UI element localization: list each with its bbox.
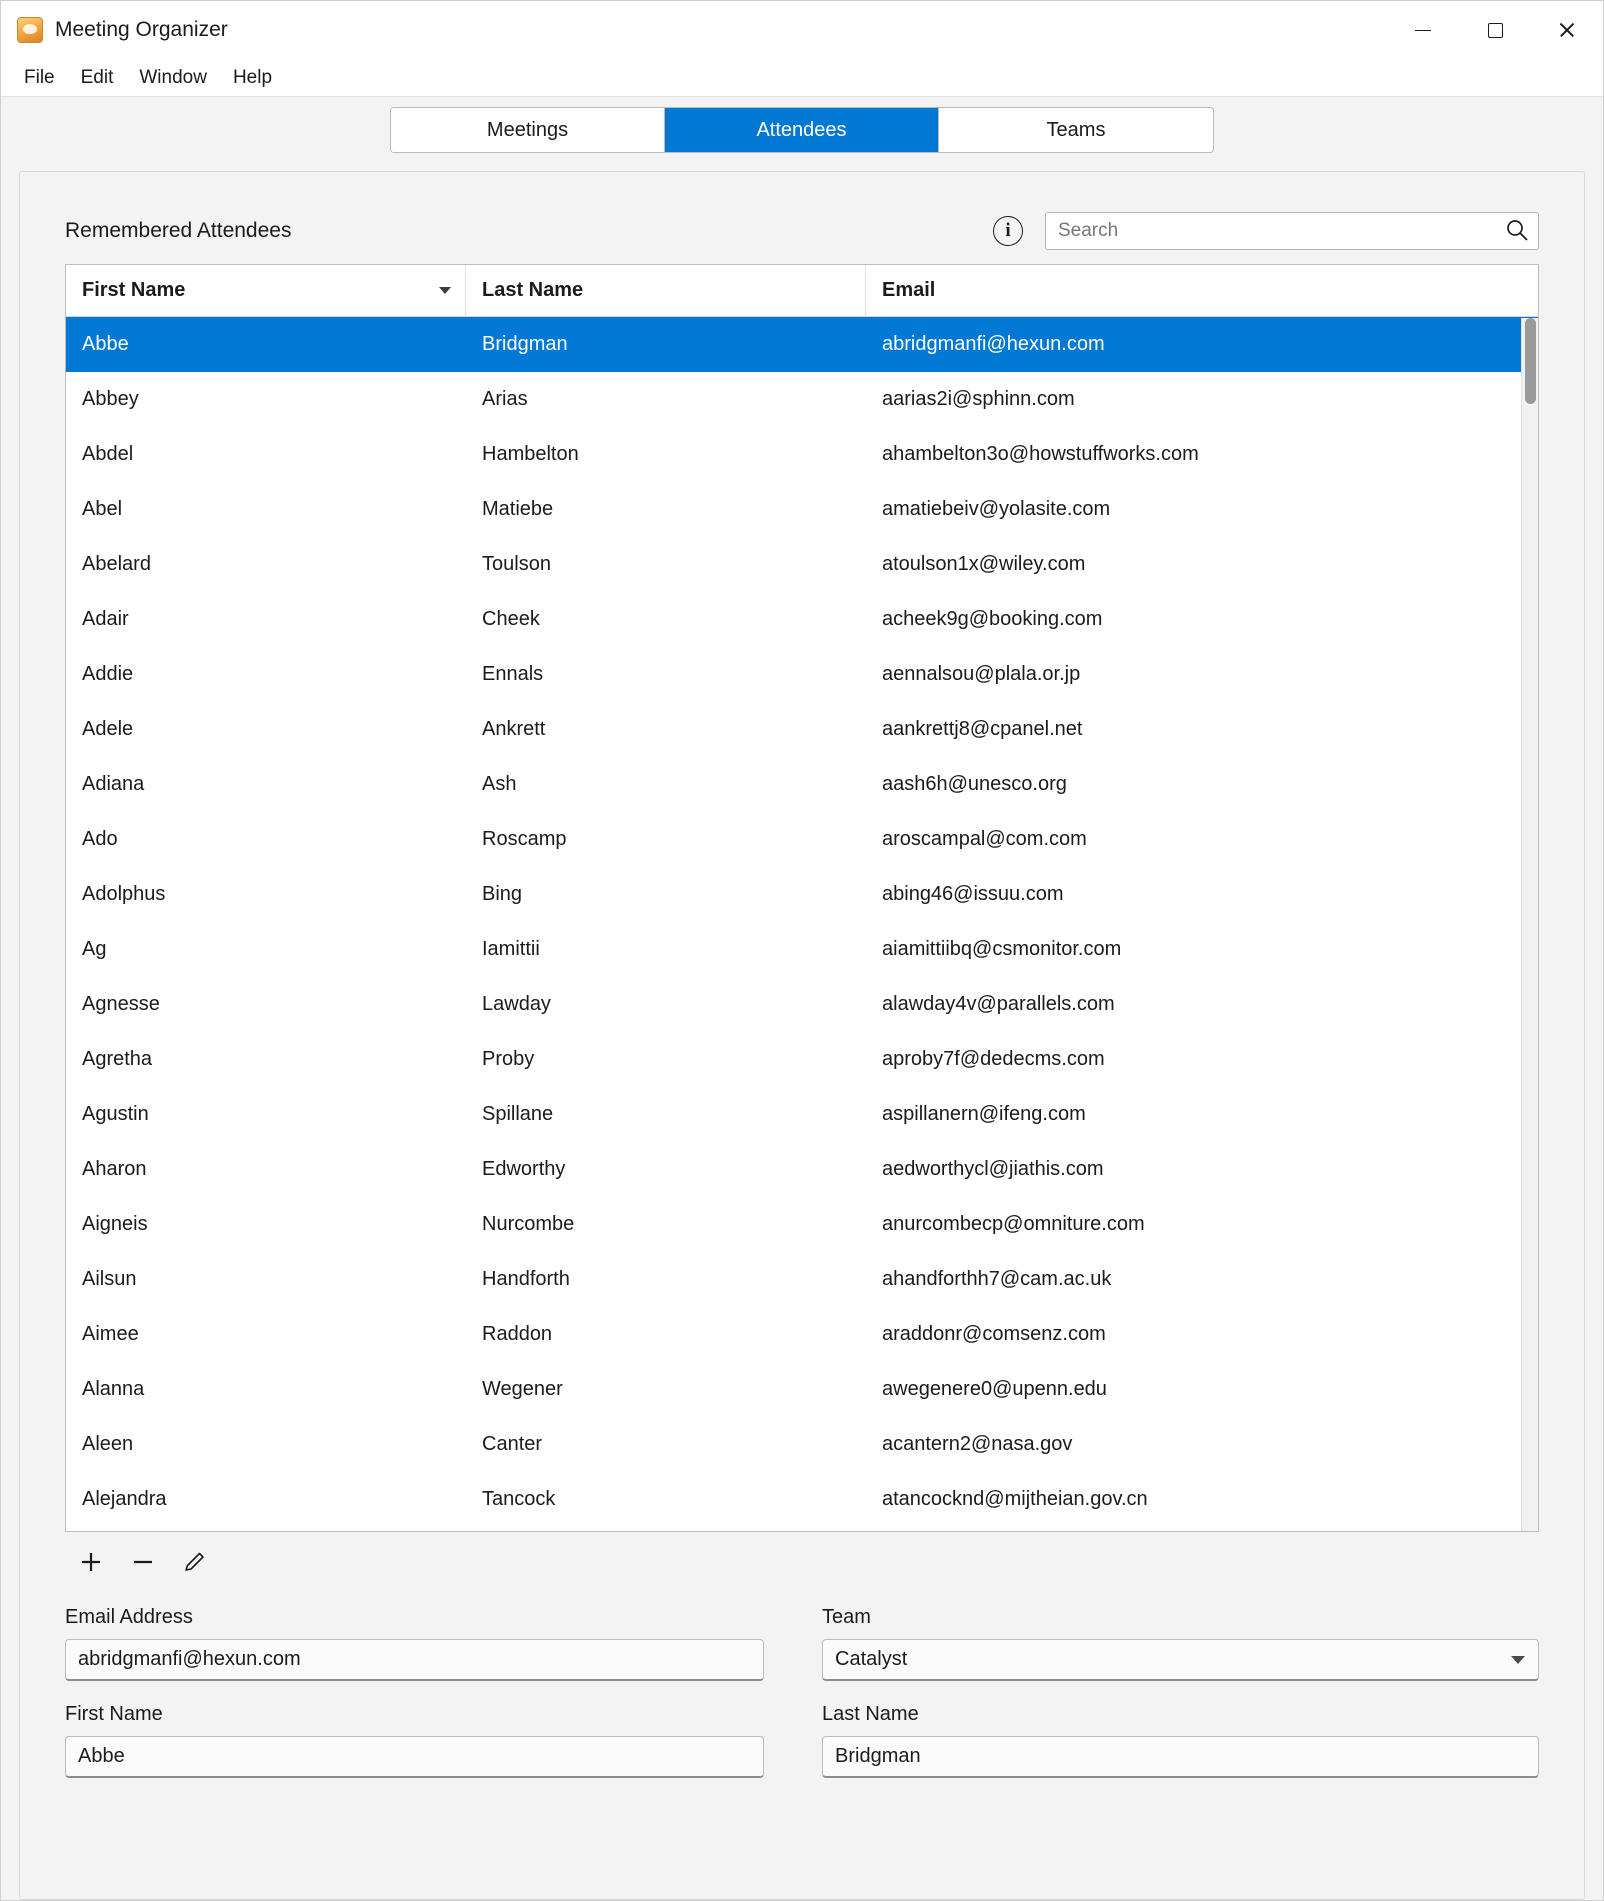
cell-last-name: Matiebe: [482, 498, 554, 520]
cell-first-name: Abbe: [82, 333, 129, 355]
table-row[interactable]: [66, 1087, 1538, 1142]
first-name-field[interactable]: [65, 1736, 764, 1778]
cell-first-name: Abel: [82, 498, 123, 520]
cell-first-name: Aharon: [82, 1158, 147, 1180]
tab-teams[interactable]: Teams: [939, 108, 1213, 152]
menu-bar: [1, 59, 1603, 97]
remove-attendee-button[interactable]: [121, 1542, 165, 1582]
cell-email: ahandforthh7@cam.ac.uk: [882, 1268, 1112, 1290]
last-name-label: Last Name: [822, 1703, 919, 1725]
attendee-detail-form: [65, 1588, 1539, 1828]
table-row[interactable]: [66, 1142, 1538, 1197]
table-row[interactable]: [66, 372, 1538, 427]
cell-email: alawday4v@parallels.com: [882, 993, 1115, 1015]
cell-first-name: Aleen: [82, 1433, 134, 1455]
tab-bar: [1, 97, 1603, 163]
maximize-button[interactable]: [1459, 1, 1531, 59]
table-row[interactable]: [66, 1417, 1538, 1472]
table-row[interactable]: [66, 702, 1538, 757]
pencil-icon: [182, 1549, 208, 1575]
cell-email: amatiebeiv@yolasite.com: [882, 498, 1111, 520]
page-title: Remembered Attendees: [65, 219, 292, 242]
panel-header: [65, 172, 1539, 264]
cell-last-name: Toulson: [482, 553, 551, 575]
field-last-name: [802, 1703, 1539, 1778]
cell-last-name: Lawday: [482, 993, 551, 1015]
table-row[interactable]: [66, 812, 1538, 867]
cell-last-name: Wegener: [482, 1378, 563, 1400]
cell-first-name: Aigneis: [82, 1213, 148, 1235]
cell-email: acantern2@nasa.gov: [882, 1433, 1073, 1455]
table-row[interactable]: [66, 1252, 1538, 1307]
column-header-first-name[interactable]: [66, 265, 466, 316]
minimize-button[interactable]: [1387, 1, 1459, 59]
cell-email: atancocknd@mijtheian.gov.cn: [882, 1488, 1148, 1510]
cell-first-name: Agnesse: [82, 993, 160, 1015]
team-select[interactable]: [822, 1639, 1539, 1681]
cell-first-name: Ag: [82, 938, 107, 960]
cell-email: aankrettj8@cpanel.net: [882, 718, 1083, 740]
tab-attendees[interactable]: Attendees: [665, 108, 939, 152]
cell-last-name: Spillane: [482, 1103, 554, 1125]
app-icon: [17, 17, 43, 43]
last-name-field[interactable]: [822, 1736, 1539, 1778]
cell-email: aash6h@unesco.org: [882, 773, 1067, 795]
cell-email: aiamittiibq@csmonitor.com: [882, 938, 1122, 960]
cell-last-name: Ennals: [482, 663, 544, 685]
table-row[interactable]: [66, 1362, 1538, 1417]
tab-meetings[interactable]: Meetings: [391, 108, 665, 152]
cell-first-name: Adair: [82, 608, 129, 630]
cell-first-name: Aimee: [82, 1323, 139, 1345]
cell-first-name: Addie: [82, 663, 134, 685]
cell-email: anurcombecp@omniture.com: [882, 1213, 1145, 1235]
cell-email: araddonr@comsenz.com: [882, 1323, 1106, 1345]
table-row[interactable]: [66, 1307, 1538, 1362]
cell-last-name: Canter: [482, 1433, 543, 1455]
first-name-label: First Name: [65, 1703, 163, 1725]
cell-first-name: Alanna: [82, 1378, 145, 1400]
cell-last-name: Handforth: [482, 1268, 570, 1290]
table-row[interactable]: [66, 1197, 1538, 1252]
cell-first-name: Adolphus: [82, 883, 166, 905]
cell-email: abridgmanfi@hexun.com: [882, 333, 1105, 355]
column-header-email-label: Email: [882, 279, 936, 301]
cell-first-name: Alejandra: [82, 1488, 167, 1510]
cell-last-name: Iamittii: [482, 938, 540, 960]
column-header-first-name-label: First Name: [82, 279, 186, 301]
cell-last-name: Tancock: [482, 1488, 556, 1510]
minus-icon: [129, 1548, 157, 1576]
table-row[interactable]: [66, 317, 1538, 372]
cell-first-name: Ado: [82, 828, 118, 850]
cell-last-name: Cheek: [482, 608, 540, 630]
table-row[interactable]: [66, 977, 1538, 1032]
cell-email: abing46@issuu.com: [882, 883, 1064, 905]
title-bar: [1, 1, 1603, 59]
search-box: [1045, 212, 1539, 250]
header-tools: [993, 212, 1539, 250]
field-email-address: [65, 1606, 802, 1681]
table-row[interactable]: [66, 1032, 1538, 1087]
cell-email: atoulson1x@wiley.com: [882, 553, 1086, 575]
table-row[interactable]: [66, 757, 1538, 812]
cell-email: aennalsou@plala.or.jp: [882, 663, 1081, 685]
cell-last-name: Bing: [482, 883, 523, 905]
menu-help[interactable]: Help: [232, 66, 273, 88]
edit-attendee-button[interactable]: [173, 1542, 217, 1582]
email-address-label: Email Address: [65, 1606, 193, 1628]
team-select-wrap: [822, 1639, 1539, 1681]
cell-email: awegenere0@upenn.edu: [882, 1378, 1107, 1400]
cell-last-name: Ankrett: [482, 718, 546, 740]
cell-first-name: Adiana: [82, 773, 145, 795]
menu-edit[interactable]: Edit: [80, 66, 114, 88]
add-attendee-button[interactable]: [69, 1542, 113, 1582]
table-header-row: [66, 265, 1538, 317]
close-icon: [1558, 21, 1576, 39]
cell-first-name: Ailsun: [82, 1268, 137, 1290]
cell-last-name: Proby: [482, 1048, 535, 1070]
cell-first-name: Abelard: [82, 553, 151, 575]
cell-email: aproby7f@dedecms.com: [882, 1048, 1105, 1070]
cell-first-name: Abbey: [82, 388, 139, 410]
cell-last-name: Roscamp: [482, 828, 567, 850]
cell-last-name: Hambelton: [482, 443, 579, 465]
table-row[interactable]: [66, 482, 1538, 537]
tab-group: [390, 107, 1214, 153]
info-icon[interactable]: i: [993, 216, 1023, 246]
table-row[interactable]: [66, 427, 1538, 482]
cell-last-name: Arias: [482, 388, 528, 410]
minimize-icon: [1415, 30, 1431, 31]
table-row[interactable]: [66, 1472, 1538, 1527]
attendees-panel: [19, 171, 1585, 1900]
cell-last-name: Raddon: [482, 1323, 553, 1345]
cell-email: aedworthycl@jiathis.com: [882, 1158, 1104, 1180]
team-label: Team: [822, 1606, 871, 1628]
menu-file[interactable]: File: [24, 66, 55, 88]
table-row[interactable]: [66, 537, 1538, 592]
cell-first-name: Agretha: [82, 1048, 153, 1070]
cell-email: ahambelton3o@howstuffworks.com: [882, 443, 1199, 465]
column-header-last-name-label: Last Name: [482, 279, 584, 301]
search-input[interactable]: [1045, 212, 1539, 250]
cell-last-name: Ash: [482, 773, 517, 795]
table-row[interactable]: [66, 922, 1538, 977]
cell-email: aarias2i@sphinn.com: [882, 388, 1075, 410]
cell-last-name: Edworthy: [482, 1158, 566, 1180]
close-button[interactable]: [1531, 1, 1603, 59]
cell-first-name: Agustin: [82, 1103, 149, 1125]
table-body[interactable]: [66, 317, 1538, 1531]
cell-first-name: Adele: [82, 718, 134, 740]
email-address-field[interactable]: [65, 1639, 764, 1681]
table-scrollbar[interactable]: [1521, 318, 1538, 1531]
maximize-icon: [1488, 23, 1503, 38]
app-title: Meeting Organizer: [55, 18, 228, 41]
sort-descending-icon: [439, 287, 451, 294]
table-scrollbar-thumb[interactable]: [1525, 318, 1536, 404]
cell-email: aspillanern@ifeng.com: [882, 1103, 1086, 1125]
plus-icon: [77, 1548, 105, 1576]
table-row[interactable]: [66, 647, 1538, 702]
cell-email: aroscampal@com.com: [882, 828, 1087, 850]
list-toolbar: [65, 1532, 1539, 1588]
cell-last-name: Nurcombe: [482, 1213, 575, 1235]
field-first-name: [65, 1703, 802, 1778]
column-header-email[interactable]: [866, 265, 1538, 316]
column-header-last-name[interactable]: [466, 265, 866, 316]
attendees-table: [65, 264, 1539, 1532]
field-team: [802, 1606, 1539, 1681]
window-controls: [1387, 1, 1603, 59]
menu-window[interactable]: Window: [139, 66, 207, 88]
table-row[interactable]: [66, 867, 1538, 922]
table-row[interactable]: [66, 592, 1538, 647]
cell-last-name: Bridgman: [482, 333, 568, 355]
cell-email: acheek9g@booking.com: [882, 608, 1103, 630]
cell-first-name: Abdel: [82, 443, 134, 465]
